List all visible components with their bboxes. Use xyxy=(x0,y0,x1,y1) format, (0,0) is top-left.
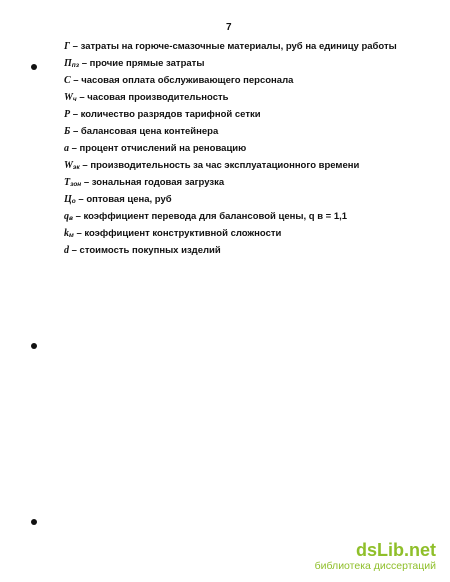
definition-line xyxy=(64,123,434,140)
symbol: Т xyxy=(64,177,71,188)
binder-hole-mark xyxy=(31,64,37,70)
definition-text: – оптовая цена, руб xyxy=(75,194,172,205)
symbol: a xyxy=(64,143,69,154)
symbol: q xyxy=(64,211,69,222)
symbol: Р xyxy=(64,109,71,120)
definition-text: – часовая производительность xyxy=(76,92,229,103)
watermark-logo-lib: Lib xyxy=(376,540,404,560)
symbol-subscript: м xyxy=(69,232,74,239)
watermark-logo xyxy=(315,540,436,560)
definition-text: – прочие прямые затраты xyxy=(79,58,205,69)
definition-line xyxy=(64,174,434,191)
symbol-subscript: в xyxy=(69,215,73,222)
definition-text: – процент отчислений на реновацию xyxy=(69,143,247,154)
definition-text: – производительность за час эксплуатационного времени xyxy=(79,160,360,171)
symbol: Г xyxy=(64,41,71,52)
binder-hole-mark xyxy=(31,519,37,525)
page-number: 7 xyxy=(226,22,232,33)
symbol-definition-list xyxy=(64,38,434,259)
definition-text: – коэффициент перевода для балансовой цены, q в = 1,1 xyxy=(72,211,348,222)
symbol-subscript: о xyxy=(71,198,76,205)
definition-line xyxy=(64,208,434,225)
definition-line xyxy=(64,89,434,106)
definition-line xyxy=(64,157,434,174)
definition-text: – часовая оплата обслуживающего персонала xyxy=(70,75,294,86)
definition-line xyxy=(64,72,434,89)
symbol: Б xyxy=(64,126,71,137)
definition-line xyxy=(64,106,434,123)
symbol: Ц xyxy=(64,194,72,205)
symbol: W xyxy=(64,92,73,103)
definition-line xyxy=(64,191,434,208)
definition-text: – стоимость покупных изделий xyxy=(69,245,221,256)
symbol-subscript: пз xyxy=(71,62,80,69)
definition-line xyxy=(64,225,434,242)
symbol: П xyxy=(64,58,72,69)
definition-text: – зональная годовая загрузка xyxy=(81,177,225,188)
symbol-subscript: ч xyxy=(72,96,77,103)
symbol: k xyxy=(64,228,69,239)
definition-line xyxy=(64,55,434,72)
symbol: d xyxy=(64,245,69,256)
definition-line xyxy=(64,140,434,157)
binder-hole-mark xyxy=(31,343,37,349)
definition-text: – количество разрядов тарифной сетки xyxy=(70,109,261,120)
definition-line xyxy=(64,242,434,259)
definition-text: – коэффициент конструктивной сложности xyxy=(73,228,282,239)
symbol-subscript: зон xyxy=(70,181,82,188)
watermark-subtitle: библиотека диссертаций xyxy=(314,560,436,572)
definition-text: – балансовая цена контейнера xyxy=(70,126,219,137)
symbol-subscript: эк xyxy=(72,164,80,171)
definition-line xyxy=(64,38,434,55)
definition-text: – затраты на горюче-смазочные материалы, руб на единицу работы xyxy=(70,41,397,52)
symbol: W xyxy=(64,160,73,171)
symbol: С xyxy=(64,75,71,86)
watermark-logo-net: .net xyxy=(403,540,436,560)
site-watermark xyxy=(315,540,436,572)
watermark-logo-ds: ds xyxy=(355,540,377,560)
